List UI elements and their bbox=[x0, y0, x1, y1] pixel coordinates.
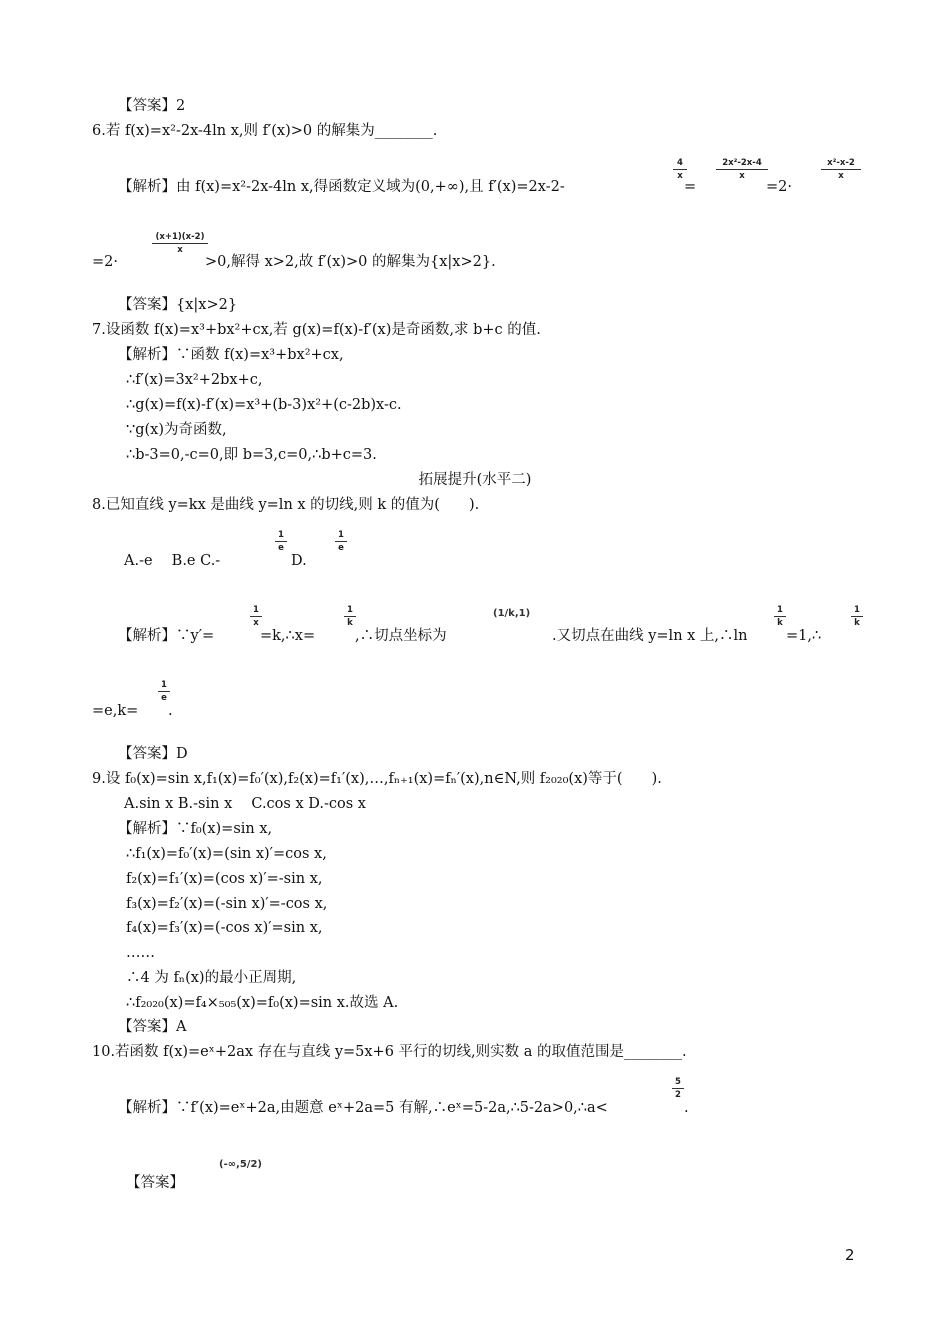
solution-6-line1: 【解析】由 f(x)=x²-2x-4ln x,得函数定义域为(0,+∞),且 f′(x)=2x-2- bbox=[118, 179, 565, 195]
solution-7-line4: ∵g(x)为奇函数, bbox=[126, 422, 227, 438]
solution-8-part5: =1,∴ bbox=[786, 628, 822, 644]
question-7: 7.设函数 f(x)=x³+bx²+cx,若 g(x)=f(x)-f′(x)是奇函数,求 b+c 的值. bbox=[92, 322, 541, 338]
fraction-factored-over-x: (x+1)(x-2) x bbox=[152, 232, 208, 255]
fraction-1-over-e-option-c: 1 e bbox=[275, 530, 287, 553]
solution-9-line7: ∴f₂₀₂₀(x)=f₄×₅₀₅(x)=f₀(x)=sin x.故选 A. bbox=[126, 995, 399, 1011]
solution-6-eq1: = bbox=[684, 179, 697, 195]
solution-7-line1: 【解析】∵函数 f(x)=x³+bx²+cx, bbox=[118, 347, 344, 363]
question-8-options-a-c: A.-e B.e C.- bbox=[124, 553, 221, 569]
question-9-options: A.sin x B.-sin x C.cos x D.-cos x bbox=[124, 796, 366, 812]
tangent-point-coordinates: (1/k,1) bbox=[493, 608, 531, 619]
question-8: 8.已知直线 y=kx 是曲线 y=ln x 的切线,则 k 的值为( ). bbox=[92, 497, 480, 513]
solution-10-end: . bbox=[684, 1100, 689, 1116]
answer-8: 【答案】D bbox=[118, 746, 188, 762]
solution-8-part4: .又切点在曲线 y=ln x 上,∴ln bbox=[552, 628, 748, 644]
question-8-option-d: D. bbox=[291, 553, 307, 569]
solution-6-line2: >0,解得 x>2,故 f′(x)>0 的解集为{x|x>2}. bbox=[205, 254, 496, 270]
answer-10-label: 【答案】 bbox=[126, 1175, 184, 1191]
question-10: 10.若函数 f(x)=eˣ+2ax 存在与直线 y=5x+6 平行的切线,则实数 a 的取值范围是________. bbox=[92, 1044, 687, 1060]
page-number: 2 bbox=[845, 1246, 855, 1264]
fraction-1-over-e-option-d: 1 e bbox=[335, 530, 347, 553]
solution-7-line5: ∴b-3=0,-c=0,即 b=3,c=0,∴b+c=3. bbox=[126, 447, 377, 463]
question-9: 9.设 f₀(x)=sin x,f₁(x)=f₀′(x),f₂(x)=f₁′(x),…,fₙ₊₁(x)=fₙ′(x),n∈N,则 f₂₀₂₀(x)等于( ). bbox=[92, 771, 662, 787]
fraction-4-over-x: 4 x bbox=[673, 158, 687, 181]
fraction-1-over-k-ln: 1 k bbox=[774, 605, 786, 628]
fraction-1-over-k: 1 k bbox=[344, 605, 356, 628]
fraction-1-over-e-k: 1 e bbox=[158, 680, 170, 703]
solution-7-line3: ∴g(x)=f(x)-f′(x)=x³+(b-3)x²+(c-2b)x-c. bbox=[126, 397, 402, 413]
solution-9-line4: f₃(x)=f₂′(x)=(-sin x)′=-cos x, bbox=[126, 896, 328, 912]
solution-9-line1: 【解析】∵f₀(x)=sin x, bbox=[118, 821, 273, 837]
fraction-1-over-x: 1 x bbox=[250, 605, 262, 628]
section-heading: 拓展提升(水平二) bbox=[418, 472, 532, 488]
solution-9-line2: ∴f₁(x)=f₀′(x)=(sin x)′=cos x, bbox=[126, 846, 327, 862]
solution-7-line2: ∴f′(x)=3x²+2bx+c, bbox=[126, 372, 263, 388]
question-6: 6.若 f(x)=x²-2x-4ln x,则 f′(x)>0 的解集为________. bbox=[92, 123, 438, 139]
answer-6: 【答案】{x|x>2} bbox=[118, 297, 238, 313]
fraction-2x2-2x-4-over-x: 2x²-2x-4 x bbox=[716, 158, 768, 181]
solution-6-eq2: =2· bbox=[766, 179, 792, 195]
solution-9-line6: ∴4 为 fₙ(x)的最小正周期, bbox=[126, 970, 297, 986]
fraction-5-over-2: 5 2 bbox=[672, 1077, 684, 1100]
solution-6-eq3: =2· bbox=[92, 254, 118, 270]
answer-5: 【答案】2 bbox=[118, 98, 186, 114]
solution-10: 【解析】∵f′(x)=eˣ+2a,由题意 eˣ+2a=5 有解,∴eˣ=5-2a,∴5-2a>0,∴a< bbox=[118, 1100, 608, 1116]
answer-9: 【答案】A bbox=[118, 1019, 187, 1035]
answer-10-interval: (-∞,5/2) bbox=[219, 1159, 262, 1170]
solution-8-part2: =k,∴x= bbox=[260, 628, 316, 644]
solution-9-ellipsis: …… bbox=[126, 945, 155, 961]
solution-9-line3: f₂(x)=f₁′(x)=(cos x)′=-sin x, bbox=[126, 871, 323, 887]
solution-8-part6: =e,k= bbox=[92, 703, 139, 719]
solution-9-line5: f₄(x)=f₃′(x)=(-cos x)′=sin x, bbox=[126, 920, 323, 936]
solution-8-end: . bbox=[168, 703, 173, 719]
fraction-x2-x-2-over-x: x²-x-2 x bbox=[821, 158, 861, 181]
solution-8-part3: ,∴切点坐标为 bbox=[355, 628, 447, 644]
fraction-1-over-k-result: 1 k bbox=[851, 605, 863, 628]
solution-8-part1: 【解析】∵y′= bbox=[118, 628, 215, 644]
